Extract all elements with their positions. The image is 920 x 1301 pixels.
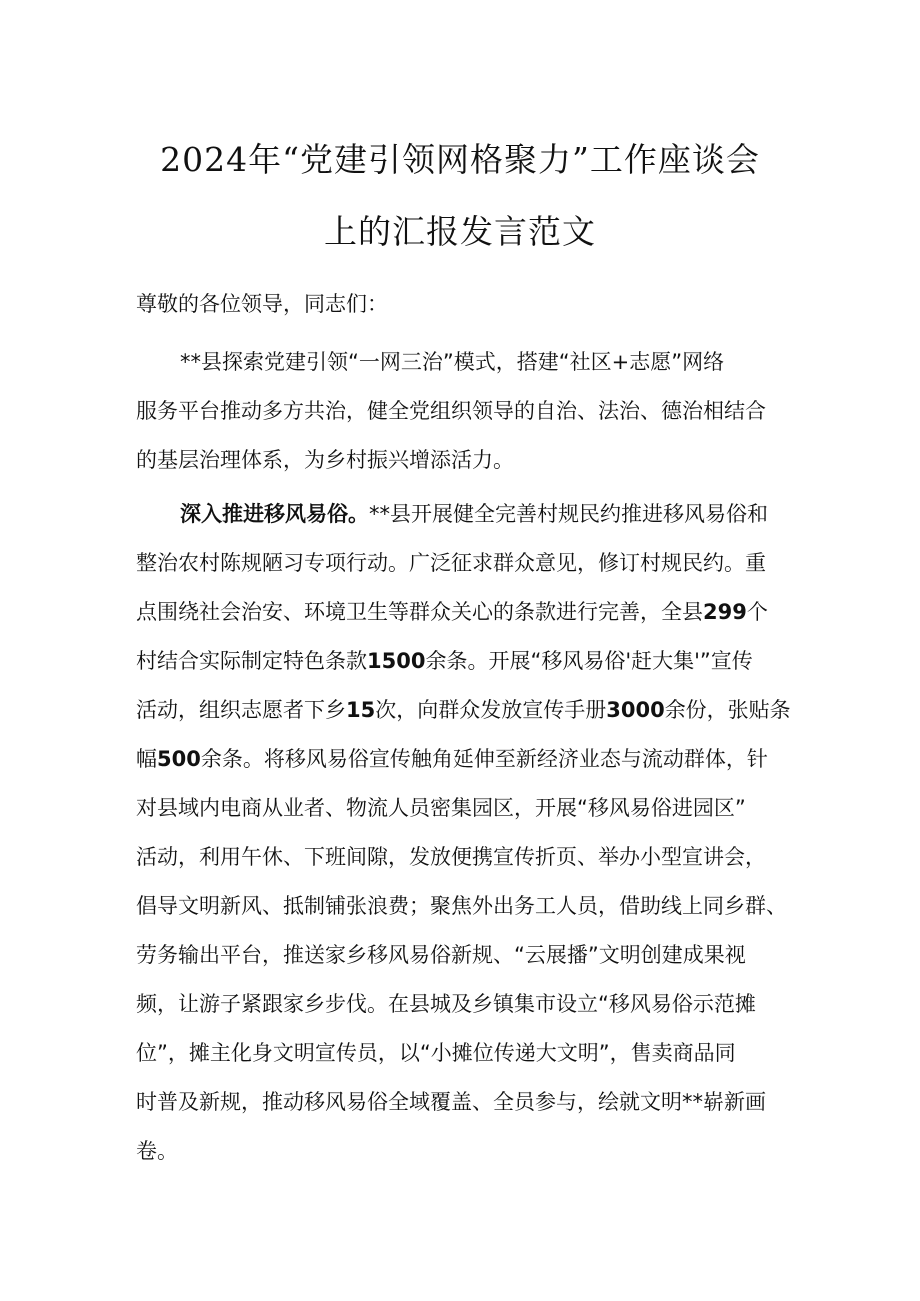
salutation-text: 尊敬的各位领导，同志们： (136, 292, 388, 316)
paragraph-text: **县开展健全完善村规民约推进移风易俗和 (369, 502, 768, 526)
paragraph-text: 村结合实际制定特色条款 (136, 649, 367, 673)
section-heading: 深入推进移风易俗。 (180, 502, 369, 526)
paragraph-line: 服务平台推动多方共治，健全党组织领导的自治、法治、德治相结合 (136, 399, 766, 423)
paragraph-text: 幅 (136, 747, 157, 771)
highlight-number: 299 (703, 600, 747, 624)
paragraph-text: 活动，组织志愿者下乡 (136, 698, 346, 722)
paragraph-text: 余条。开展“移风易俗'赶大集'”宣传 (425, 649, 753, 673)
highlight-number: 15 (346, 698, 376, 722)
paragraph-line: 对县域内电商从业者、物流人员密集园区，开展“移风易俗进园区” (136, 796, 746, 820)
highlight-number: 3000 (606, 698, 665, 722)
paragraph-line: **县探索党建引领“一网三治”模式，搭建“社区+志愿”网络 (180, 350, 725, 374)
paragraph-line (136, 490, 796, 539)
paragraph-text: 次，向群众发放宣传手册 (375, 698, 607, 722)
paragraph-customs (136, 490, 796, 1176)
paragraph-line: 整治农村陈规陋习专项行动。广泛征求群众意见，修订村规民约。重 (136, 551, 766, 575)
paragraph-line (136, 637, 796, 686)
paragraph-text: 余份，张贴条 (664, 698, 791, 722)
paragraph-line (136, 735, 796, 784)
paragraph-text: 点围绕社会治安、环境卫生等群众关心的条款进行完善，全县 (136, 600, 703, 624)
paragraph-line: 卷。 (136, 1139, 178, 1163)
document-title-line-1: 2024年“党建引领网格聚力”工作座谈会 (160, 140, 760, 179)
paragraph-intro (136, 338, 796, 485)
paragraph-line (136, 588, 796, 637)
highlight-number: 500 (157, 747, 201, 771)
highlight-number: 1500 (367, 649, 426, 673)
paragraph-text: 个 (746, 600, 768, 624)
paragraph-line: 位”，摊主化身文明宣传员，以“小摊位传递大文明”，售卖商品同 (136, 1041, 736, 1065)
paragraph-line: 时普及新规，推动移风易俗全域覆盖、全员参与，绘就文明**崭新画 (136, 1090, 766, 1114)
paragraph-text: 余条。将移风易俗宣传触角延伸至新经济业态与流动群体，针 (200, 747, 768, 771)
paragraph-line: 活动，利用午休、下班间隙，发放便携宣传折页、举办小型宣讲会， (136, 845, 766, 869)
salutation (136, 280, 796, 329)
paragraph-line: 劳务输出平台，推送家乡移风易俗新规、“云展播”文明创建成果视 (136, 943, 746, 967)
paragraph-line (136, 686, 796, 735)
document-title-line-2: 上的汇报发言范文 (324, 212, 596, 251)
paragraph-line: 频，让游子紧跟家乡步伐。在县城及乡镇集市设立“移风易俗示范摊 (136, 992, 756, 1016)
paragraph-line: 倡导文明新风、抵制铺张浪费；聚焦外出务工人员，借助线上同乡群、 (136, 894, 787, 918)
paragraph-line: 的基层治理体系，为乡村振兴增添活力。 (136, 448, 514, 472)
